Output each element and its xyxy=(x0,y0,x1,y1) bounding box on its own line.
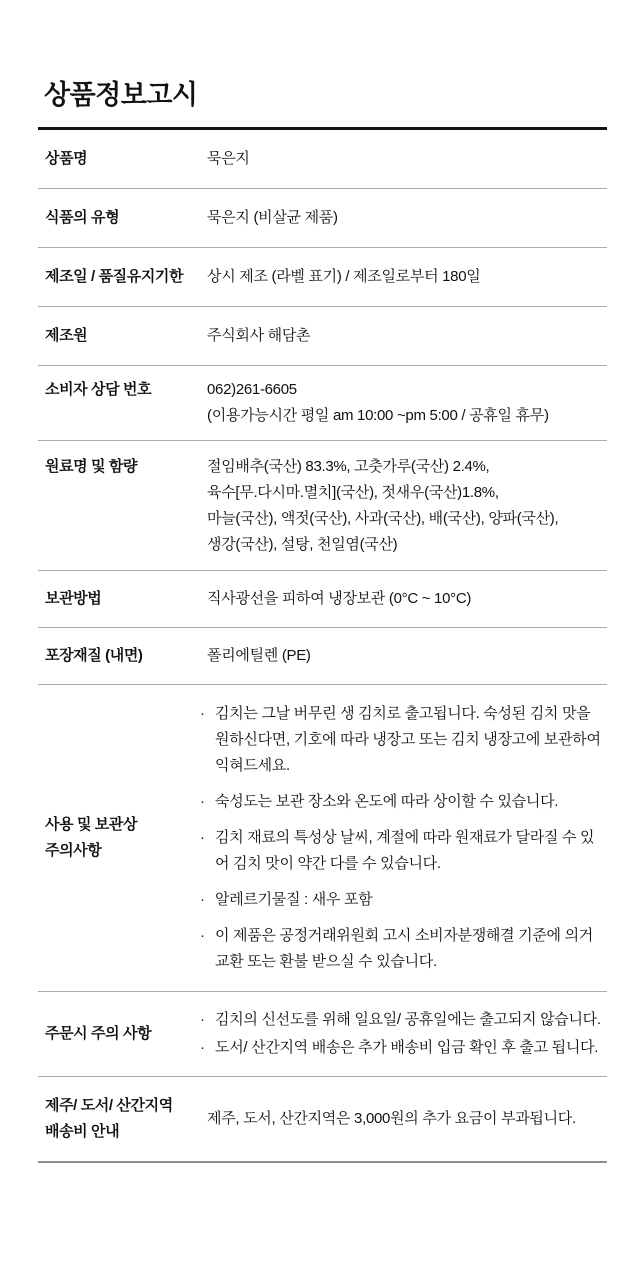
bullet-text: 숙성도는 보관 장소와 온도에 따라 상이할 수 있습니다. xyxy=(215,793,559,810)
bullet-item xyxy=(200,789,607,815)
table-row xyxy=(38,685,607,992)
row-label-line: 주의사항 xyxy=(45,842,102,859)
row-label-line: 포장재질 (내면) xyxy=(45,647,143,664)
bullet-dot: · xyxy=(200,829,205,846)
table-row xyxy=(38,628,607,685)
row-value xyxy=(207,146,607,172)
table-row xyxy=(38,248,607,307)
row-label xyxy=(38,454,207,558)
row-label-line: 제조일 / 품질유지기한 xyxy=(45,268,184,285)
row-label xyxy=(38,1021,207,1047)
bullet-dot: · xyxy=(200,705,205,722)
row-value-line: 묵은지 (비살균 제품) xyxy=(207,209,338,226)
row-label xyxy=(38,1093,207,1145)
row-label xyxy=(38,264,207,290)
page-title: 상품정보고시 xyxy=(44,80,198,110)
row-label-line: 배송비 안내 xyxy=(45,1123,120,1140)
bullet-item xyxy=(200,923,607,975)
bullet-text: 김치의 신선도를 위해 일요일/ 공휴일에는 출고되지 않습니다. xyxy=(215,1011,601,1028)
table-row xyxy=(38,189,607,248)
bullet-text: 김치는 그날 버무린 생 김치로 출고됩니다. 숙성된 김치 맛을 원하신다면, 기호에 따라 냉장고 또는 김치 냉장고에 보관하여 익혀드세요. xyxy=(215,705,601,774)
row-label xyxy=(38,323,207,349)
bullet-dot: · xyxy=(200,793,205,810)
row-value xyxy=(207,454,607,558)
info-table xyxy=(38,130,607,1163)
row-value-line: 직사광선을 피하여 냉장보관 (0°C ~ 10°C) xyxy=(207,590,472,607)
row-value xyxy=(200,1007,607,1061)
row-value xyxy=(207,643,607,669)
row-label-line: 보관방법 xyxy=(45,590,102,607)
table-row xyxy=(38,307,607,366)
row-value-line: 마늘(국산), 액젓(국산), 사과(국산), 배(국산), 양파(국산), xyxy=(207,510,559,527)
row-label-line: 주문시 주의 사항 xyxy=(45,1025,152,1042)
row-label xyxy=(38,812,207,864)
row-value xyxy=(200,701,607,975)
table-row xyxy=(38,992,607,1077)
row-label-line: 제조원 xyxy=(45,327,88,344)
row-label xyxy=(38,377,207,429)
row-label xyxy=(38,643,207,669)
bullet-list xyxy=(200,701,607,975)
bullet-item xyxy=(200,825,607,877)
row-value xyxy=(207,1106,607,1132)
row-label-line: 식품의 유형 xyxy=(45,209,120,226)
row-value-line: 폴리에틸렌 (PE) xyxy=(207,647,311,664)
bullet-text: 김치 재료의 특성상 날씨, 계절에 따라 원재료가 달라질 수 있어 김치 맛이 약간 다를 수 있습니다. xyxy=(215,829,595,872)
row-value-line: 생강(국산), 설탕, 천일염(국산) xyxy=(207,536,398,553)
bullet-item xyxy=(200,887,607,913)
bullet-item xyxy=(200,701,607,779)
bullet-dot: · xyxy=(200,927,205,944)
table-row xyxy=(38,441,607,571)
row-value-line: 상시 제조 (라벨 표기) / 제조일로부터 180일 xyxy=(207,268,481,285)
row-value xyxy=(207,323,607,349)
row-value-line: 062)261-6605 xyxy=(207,381,297,398)
bullet-text: 도서/ 산간지역 배송은 추가 배송비 입금 확인 후 출고 됩니다. xyxy=(215,1039,599,1056)
row-label xyxy=(38,146,207,172)
row-value-line: 제주, 도서, 산간지역은 3,000원의 추가 요금이 부과됩니다. xyxy=(207,1110,576,1127)
row-label-line: 원료명 및 함량 xyxy=(45,458,138,475)
row-value-line: 절임배추(국산) 83.3%, 고춧가루(국산) 2.4%, xyxy=(207,458,490,475)
product-info-sheet xyxy=(38,78,607,1163)
bullet-dot: · xyxy=(200,1011,205,1028)
row-label-line: 제주/ 도서/ 산간지역 xyxy=(45,1097,173,1114)
bullet-text: 이 제품은 공정거래위원회 고시 소비자분쟁해결 기준에 의거 교환 또는 환불 받으실 수 있습니다. xyxy=(215,927,593,970)
bullet-dot: · xyxy=(200,891,205,908)
row-label xyxy=(38,586,207,612)
bullet-item xyxy=(200,1007,607,1033)
row-label xyxy=(38,205,207,231)
row-value-line: 주식회사 해담촌 xyxy=(207,327,311,344)
table-row xyxy=(38,366,607,441)
bullet-dot: · xyxy=(200,1039,205,1056)
table-row xyxy=(38,1077,607,1163)
row-value xyxy=(207,586,607,612)
row-value xyxy=(207,264,607,290)
row-label-line: 상품명 xyxy=(45,150,88,167)
row-label-line: 사용 및 보관상 xyxy=(45,816,138,833)
bullet-item xyxy=(200,1035,607,1061)
table-row xyxy=(38,130,607,189)
row-value-line: 육수[무.다시마.멸치](국산), 젓새우(국산)1.8%, xyxy=(207,484,499,501)
row-value xyxy=(207,377,607,429)
row-label-line: 소비자 상담 번호 xyxy=(45,381,152,398)
table-row xyxy=(38,571,607,628)
row-value xyxy=(207,205,607,231)
row-value-line: (이용가능시간 평일 am 10:00 ~pm 5:00 / 공휴일 휴무) xyxy=(207,407,549,424)
row-value-line: 묵은지 xyxy=(207,150,250,167)
bullet-text: 알레르기물질 : 새우 포함 xyxy=(215,891,373,908)
bullet-list xyxy=(200,1007,607,1061)
